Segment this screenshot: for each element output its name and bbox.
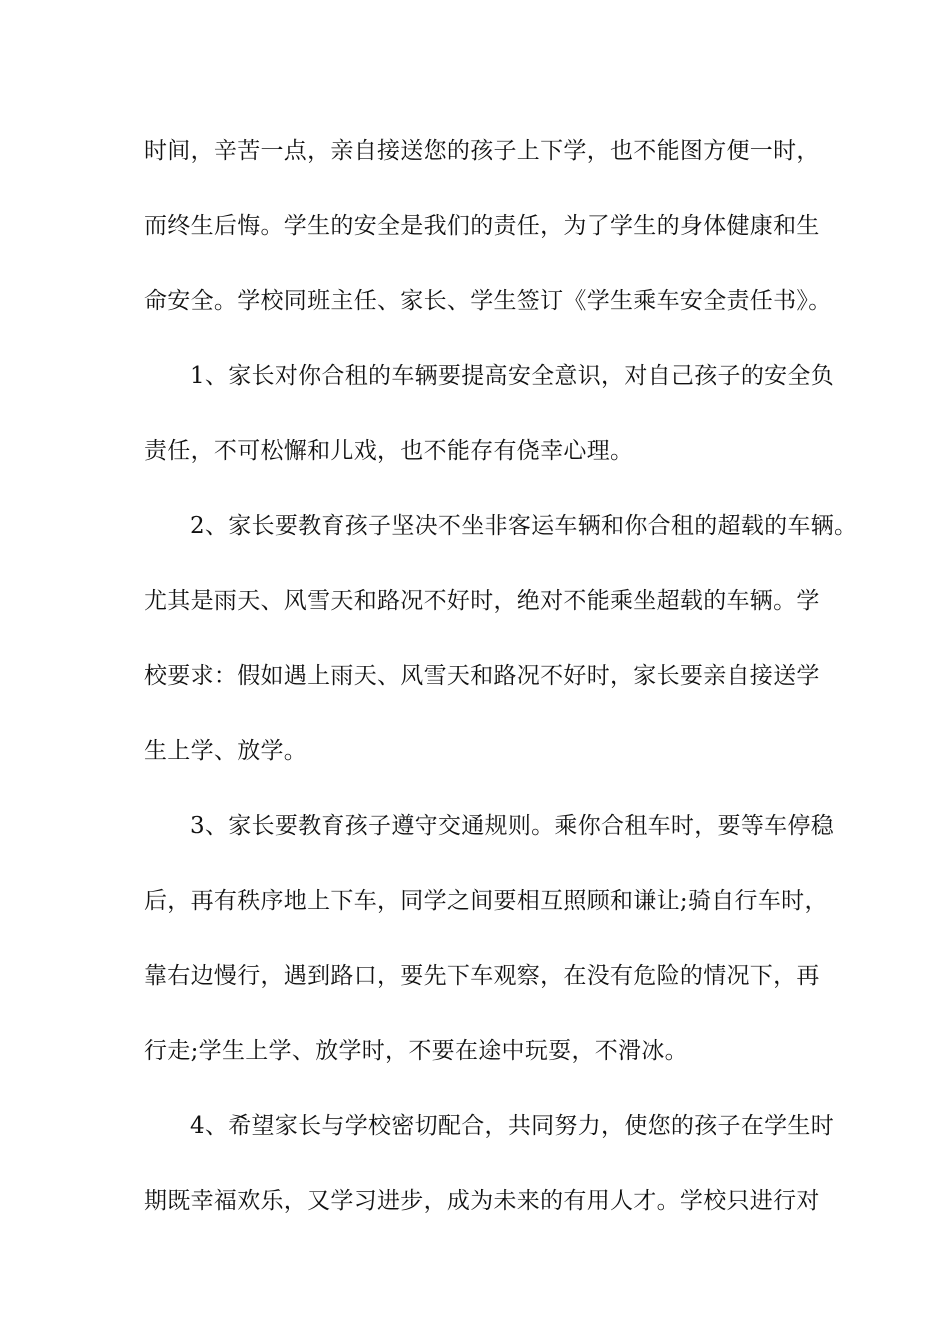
- text-line: 后，再有秩序地上下车，同学之间要相互照顾和谦让;骑自行车时，: [144, 888, 828, 914]
- text-line: 时间，辛苦一点，亲自接送您的孩子上下学，也不能图方便一时，: [144, 138, 820, 164]
- text-line: 生上学、放学。: [144, 738, 308, 764]
- paragraph-2-line: 2、家长要教育孩子坚决不坐非客运车辆和你合租的超载的车辆。: [190, 513, 858, 539]
- text-line: 校要求：假如遇上雨天、风雪天和路况不好时，家长要亲自接送学: [144, 663, 820, 689]
- text-line: 责任，不可松懈和儿戏，也不能存有侥幸心理。: [144, 438, 634, 464]
- paragraph-3-line: 3、家长要教育孩子遵守交通规则。乘你合租车时，要等车停稳: [190, 813, 835, 839]
- text-line: 而终生后悔。学生的安全是我们的责任，为了学生的身体健康和生: [144, 213, 820, 239]
- text-line: 行走;学生上学、放学时，不要在途中玩耍，不滑冰。: [144, 1038, 688, 1064]
- text-line: 命安全。学校同班主任、家长、学生签订《学生乘车安全责任书》。: [144, 288, 832, 314]
- text-line: 尤其是雨天、风雪天和路况不好时，绝对不能乘坐超载的车辆。学: [144, 588, 820, 614]
- text-line: 期既幸福欢乐，又学习进步，成为未来的有用人才。学校只进行对: [144, 1188, 820, 1214]
- paragraph-4-line: 4、希望家长与学校密切配合，共同努力，使您的孩子在学生时: [190, 1113, 835, 1139]
- text-line: 靠右边慢行，遇到路口，要先下车观察，在没有危险的情况下，再: [144, 963, 820, 989]
- paragraph-1-line: 1、家长对你合租的车辆要提高安全意识，对自己孩子的安全负: [190, 363, 835, 389]
